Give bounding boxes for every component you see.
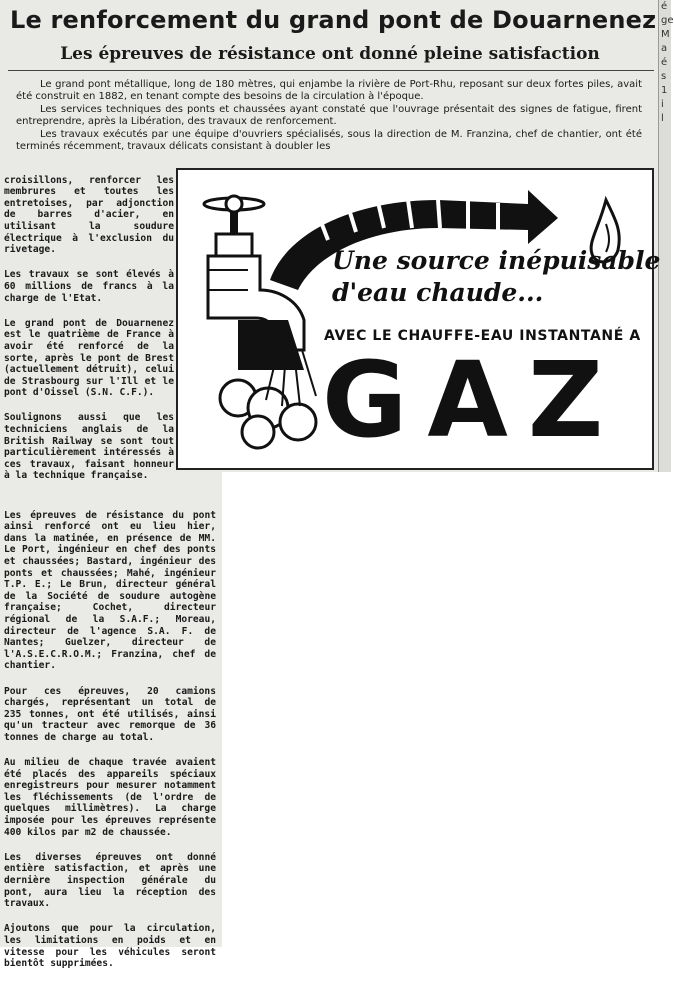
intro-paragraph: Les travaux exécutés par une équipe d'ouvriers spécialisés, sous la direction de M. Franzina, chef de chantier, ont été terminés récemment, travaux délicats consistant à doubler les — [16, 129, 642, 152]
column-paragraph: Soulignons aussi que les techniciens anglais de la British Railway se sont tout particulièrement intéressés à ces travaux, faisant honneur à la technique française. — [4, 412, 174, 482]
column-paragraph: croisillons, renforcer les membrures et toutes les entretoises, par adjonction de barres d'acier, en utilisant la soudure électrique à l'exclusion du rivetage. — [4, 174, 174, 256]
edge-char: ge — [661, 15, 674, 26]
article-column — [4, 163, 174, 496]
column-paragraph: Les diverses épreuves ont donné entière satisfaction, et après une dernière inspection générale du pont, aura lieu la réception des travaux. — [4, 851, 216, 910]
article-headline: Le renforcement du grand pont de Douarnenez — [10, 6, 657, 34]
ad-slogan-line1: Une source inépuisable — [332, 246, 661, 275]
article-intro — [16, 79, 642, 154]
edge-char: 1 — [661, 85, 668, 96]
article-subheadline: Les épreuves de résistance ont donné pleine satisfaction — [60, 44, 600, 64]
edge-char: s — [661, 71, 667, 82]
article-column-lower — [4, 498, 216, 983]
column-paragraph: Ajoutons que pour la circulation, les limitations en poids et en vitesse pour les véhicules seront bientôt supprimées. — [4, 923, 216, 970]
ad-slogan-line2: d'eau chaude... — [332, 278, 544, 307]
adjacent-column-edge — [658, 0, 674, 472]
edge-char: é — [661, 57, 668, 68]
arrow-icon — [270, 190, 558, 290]
column-paragraph: Le grand pont de Douarnenez est le quatrième de France à avoir été renforcé de la sorte, après le pont de Brest (actuellement détruit), celui de Strasbourg sur l'Ill et le pont d'Oissel (S.N. C.F.). — [4, 317, 174, 399]
edge-char: a — [661, 43, 668, 54]
edge-char: M — [661, 29, 670, 40]
column-paragraph: Au milieu de chaque travée avaient été placés des appareils spéciaux enregistreurs pour mesurer notamment les fléchissements (de l'ordre de quelques millimètres). La charge imposée pour les épreuves représente 400 kilos par m2 de chaussée. — [4, 757, 216, 838]
column-paragraph: Pour ces épreuves, 20 camions chargés, représentant un total de 235 tonnes, ont été utilisés, ainsi qu'un tracteur avec remorque de 36 tonnes de charge au total. — [4, 685, 216, 743]
edge-char: é — [661, 1, 668, 12]
column-paragraph: Les épreuves de résistance du pont ainsi renforcé ont eu lieu hier, dans la matinée, en présence de MM. Le Port, ingénieur en chef des ponts et chaussées; Bastard, ingénieur des ponts et chaussées; Mahé, ingénieur T.P. E.; Le Brun, directeur général de la Société de soudure autogène française; Cochet, directeur régional de la S.A.F.; Moreau, directeur de l'agence S.A. F. de Nantes; Guelzer, directeur de l'A.S.E.C.R.O.M.; Franzina, chef de chantier. — [4, 509, 216, 672]
divider — [8, 70, 654, 71]
intro-paragraph: Les services techniques des ponts et chaussées ayant constaté que l'ouvrage présentait des signes de fatigue, firent entreprendre, après la Libération, des travaux de renforcement. — [16, 104, 642, 127]
ad-brand-gaz: GAZ — [322, 339, 624, 461]
edge-char: l — [661, 113, 664, 124]
intro-paragraph: Le grand pont métallique, long de 180 mètres, qui enjambe la rivière de Port-Rhu, reposant sur deux fortes piles, avait été construit en 1882, en tenant compte des besoins de la circulation à l'époque. — [16, 79, 642, 102]
gaz-advertisement — [176, 168, 661, 470]
ad-tagline: AVEC LE CHAUFFE-EAU INSTANTANÉ A — [324, 328, 641, 344]
edge-char: i — [661, 99, 664, 110]
column-paragraph: Les travaux se sont élevés à 60 millions de francs à la charge de l'Etat. — [4, 269, 174, 304]
